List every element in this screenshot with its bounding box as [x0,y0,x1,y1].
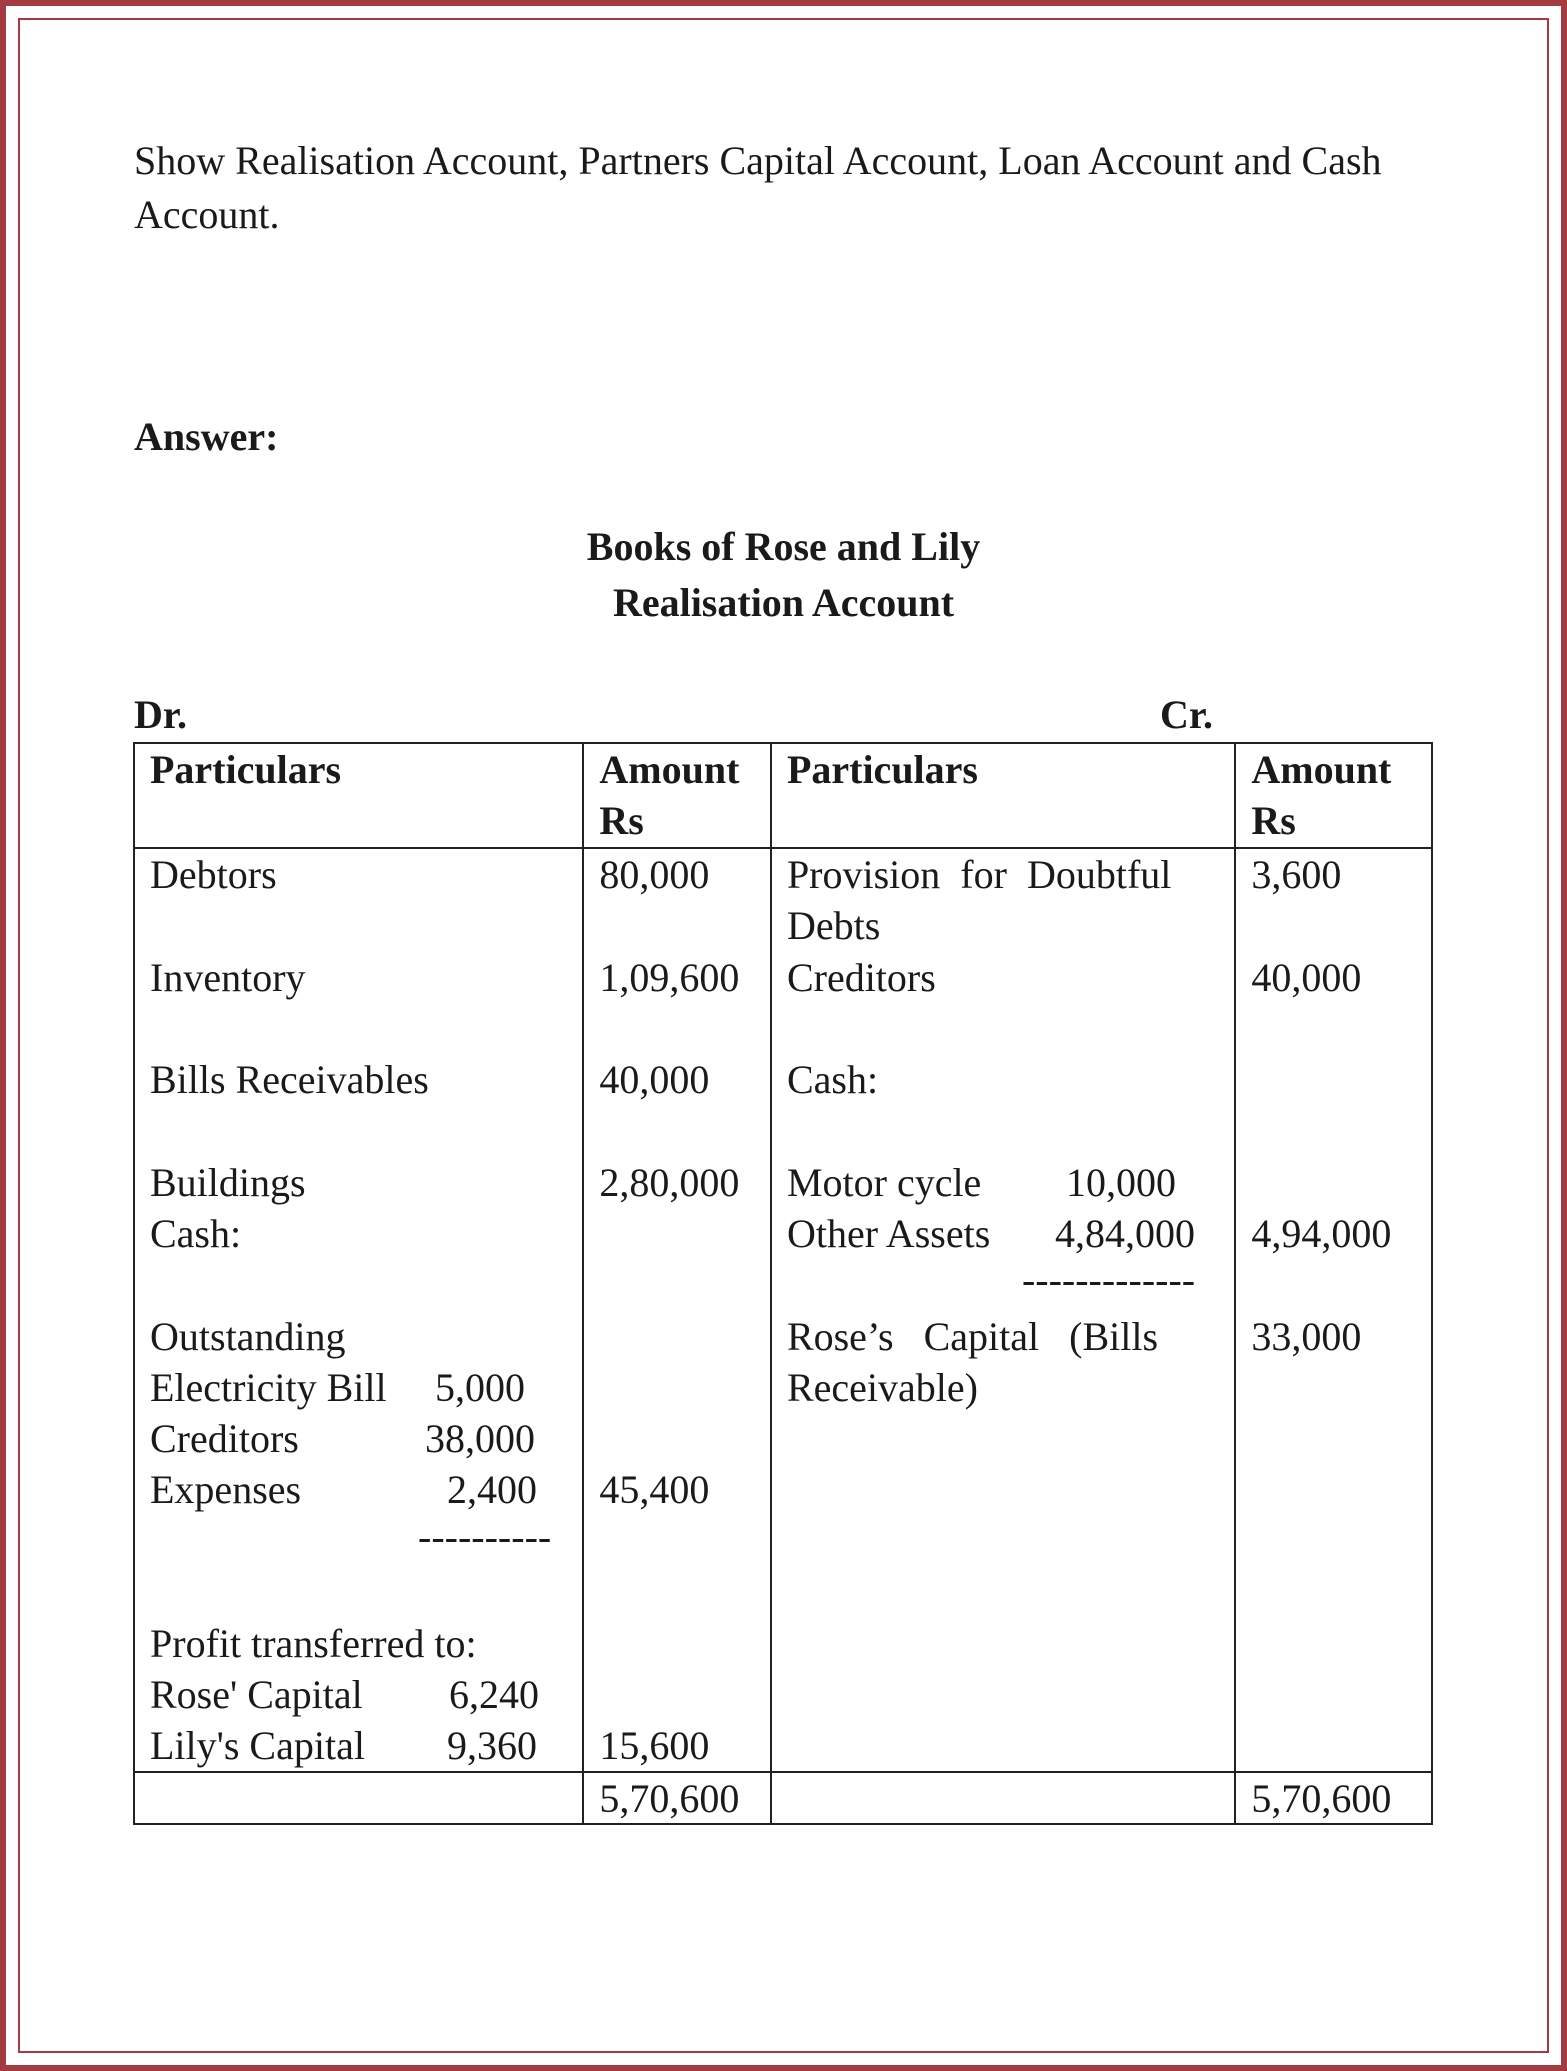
profit-transferred-label: Profit transferred to: [150,1621,477,1666]
cash-label: Cash: [150,1211,242,1256]
expenses-label: Expenses [150,1467,302,1512]
creditors-label-cr: Creditors [786,955,936,1000]
cash-amount-cr: 4,94,000 [1251,1211,1392,1256]
cr-label: Cr. [1160,692,1213,737]
debtors-label: Debtors [150,852,277,897]
cash-label-cr: Cash: [786,1057,879,1102]
realisation-account-table [133,742,1433,1825]
total-blank-dr [134,1772,583,1824]
question-text: Show Realisation Account, Partners Capital Account, Loan Account and Cash Account. [134,138,1382,237]
profit-amount: 15,600 [599,1723,710,1768]
inventory-label: Inventory [150,955,306,1000]
debit-particulars-cell [134,848,583,1772]
outstanding-label: Outstanding [150,1314,346,1359]
table-header-row [134,743,1432,848]
header-particulars-label: Particulars [150,747,342,792]
header-amount-cr [1235,743,1432,848]
header-amount-label: Amount [1251,747,1392,792]
books-title: Books of Rose and Lily [586,524,981,569]
electricity-label: Electricity Bill [150,1365,387,1410]
creditors-value: 38,000 [425,1416,535,1461]
table-body-row [134,848,1432,1772]
buildings-label: Buildings [150,1160,306,1205]
total-amount-dr [583,1772,771,1824]
credit-total: 5,70,600 [1251,1776,1392,1821]
provision-amount: 3,600 [1251,852,1342,897]
creditors-amount-cr: 40,000 [1251,955,1362,1000]
subtotal-dash: ---------- [418,1514,552,1559]
total-amount-cr [1235,1772,1432,1824]
creditors-label: Creditors [150,1416,299,1461]
debit-amount-cell [583,848,771,1772]
expenses-value: 2,400 [447,1467,537,1512]
lily-capital-label: Lily's Capital [150,1723,365,1768]
motor-cycle-label: Motor cycle [786,1160,982,1205]
debtors-amount: 80,000 [599,852,710,897]
rose-capital-amount-cr: 33,000 [1251,1314,1362,1359]
header-currency-label: Rs [1251,798,1296,843]
other-assets-label: Other Assets [786,1211,991,1256]
bills-receivables-amount: 40,000 [599,1057,710,1102]
credit-amount-cell [1235,848,1432,1772]
rose-capital-label: Rose' Capital [150,1672,363,1717]
other-assets-value: 4,84,000 [1054,1211,1195,1256]
credit-particulars-cell [771,848,1235,1772]
header-particulars-label: Particulars [786,747,978,792]
dr-label: Dr. [134,692,187,737]
rose-capital-cr-line2: Receivable) [786,1365,978,1410]
account-title: Realisation Account [612,580,955,625]
debit-total: 5,70,600 [599,1776,740,1821]
header-amount-dr [583,743,771,848]
table-total-row [134,1772,1432,1824]
rose-capital-value: 6,240 [449,1672,539,1717]
outstanding-amount: 45,400 [599,1467,710,1512]
header-particulars-cr [771,743,1235,848]
buildings-amount: 2,80,000 [599,1160,740,1205]
total-blank-cr [771,1772,1235,1824]
header-particulars-dr [134,743,583,848]
bills-receivables-label: Bills Receivables [150,1057,429,1102]
answer-label: Answer: [134,414,279,459]
rose-capital-cr-line1: Rose’s Capital (Bills [786,1314,1159,1359]
header-amount-label: Amount [599,747,740,792]
cash-subtotal-dash: ------------- [1021,1257,1196,1302]
motor-cycle-value: 10,000 [1065,1160,1176,1205]
header-currency-label: Rs [599,798,644,843]
inventory-amount: 1,09,600 [599,955,740,1000]
provision-label-line2: Debts [786,903,881,948]
provision-label-line1: Provision for Doubtful [786,852,1172,897]
lily-capital-value: 9,360 [447,1723,537,1768]
electricity-value: 5,000 [435,1365,525,1410]
